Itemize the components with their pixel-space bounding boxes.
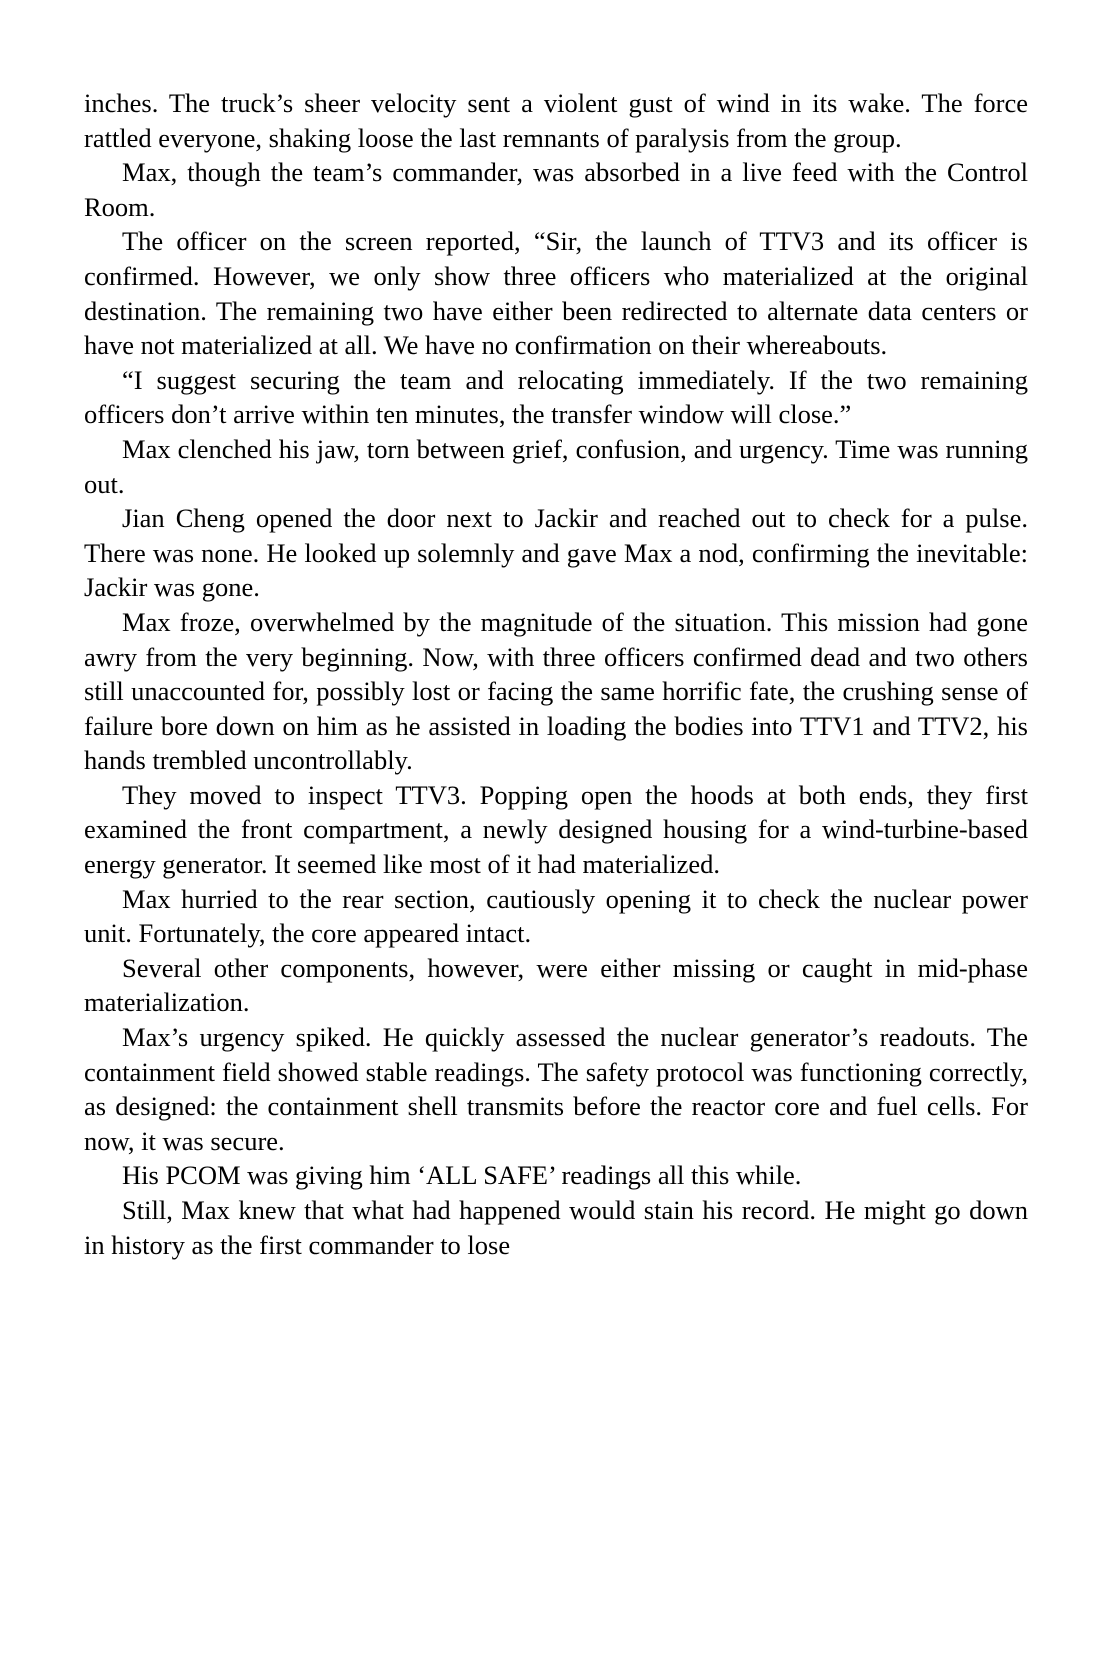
paragraph: Max’s urgency spiked. He quickly assessed the nuclear generator’s readouts. The containment field showed stable readings. The safety protocol was functioning correctly, as designed: the containment shell transmits before the reactor core and fuel cells. For now, it was secure.: [84, 1022, 1028, 1156]
paragraph: The officer on the screen reported, “Sir, the launch of TTV3 and its officer is confirmed. However, we only show three officers who materialized at the original destination. The remaining two have either been redirected to alternate data centers or have not materialized at all. We have no confirmation on their whereabouts.: [84, 226, 1028, 361]
paragraph: Several other components, however, were either missing or caught in mid-phase materialization.: [84, 952, 1028, 1018]
body-text-column: [84, 86, 1028, 1262]
paragraph: Still, Max knew that what had happened would stain his record. He might go down in history as the first commander to lose: [84, 1195, 1028, 1260]
paragraph: They moved to inspect TTV3. Popping open the hoods at both ends, they first examined the front compartment, a newly designed housing for a wind-turbine-based energy generator. It seemed like most of it had materialized.: [84, 779, 1028, 880]
paragraph: Max clenched his jaw, torn between grief, confusion, and urgency. Time was running out.: [84, 433, 1028, 499]
paragraph: Jian Cheng opened the door next to Jackir and reached out to check for a pulse. There was none. He looked up solemnly and gave Max a nod, confirming the inevitable: Jackir was gone.: [84, 503, 1028, 603]
paragraph: Max, though the team’s commander, was absorbed in a live feed with the Control Room.: [84, 157, 1028, 222]
paragraph: Max froze, overwhelmed by the magnitude of the situation. This mission had gone awry from the very beginning. Now, with three officers confirmed dead and two others still unaccounted for, possibly lost or facing the same horrific fate, the crushing sense of failure bore down on him as he assisted in loading the bodies into TTV1 and TTV2, his hands trembled uncontrollably.: [84, 606, 1028, 776]
paragraph: inches. The truck’s sheer velocity sent a violent gust of wind in its wake. The force rattled everyone, shaking loose the last remnants of paralysis from the group.: [84, 88, 1028, 153]
paragraph: His PCOM was giving him ‘ALL SAFE’ readings all this while.: [122, 1160, 802, 1191]
paragraph: Max hurried to the rear section, cautiously opening it to check the nuclear power unit. Fortunately, the core appeared intact.: [84, 883, 1028, 949]
paragraph: “I suggest securing the team and relocating immediately. If the two remaining officers don’t arrive within ten minutes, the transfer window will close.”: [84, 364, 1028, 430]
